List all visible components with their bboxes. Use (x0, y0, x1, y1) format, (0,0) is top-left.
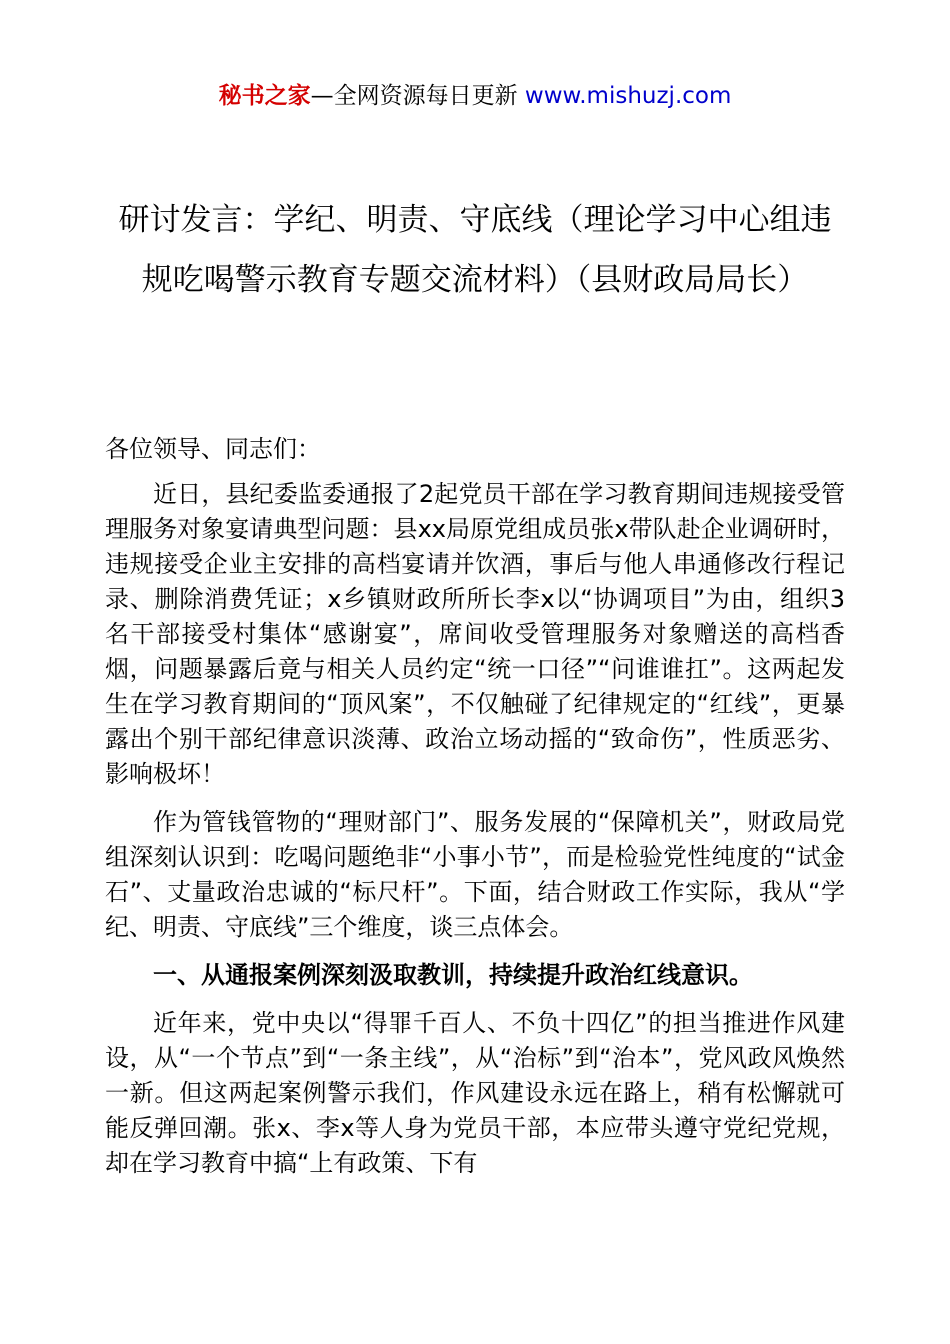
document-body (105, 432, 845, 1194)
site-header (0, 80, 950, 112)
section-heading: 一、从通报案例深刻汲取教训，持续提升政治红线意识。 (153, 961, 753, 989)
site-brand: 秘书之家 (218, 83, 311, 109)
site-url-link[interactable]: www.mishuzj.com (524, 83, 732, 109)
body-paragraph: 近日，县纪委监委通报了2起党员干部在学习教育期间违规接受管理服务对象宴请典型问题：县xx局原党组成员张x带队赴企业调研时，违规接受企业主安排的高档宴请并饮酒，事后与他人串通修改行程记录、删除消费凭证；x乡镇财政所所长李x以“协调项目”为由，组织3名干部接受村集体“感谢宴”，席间收受管理服务对象赠送的高档香烟，问题暴露后竟与相关人员约定“统一口径”“问谁谁扛”。这两起发生在学习教育期间的“顶风案”，不仅触碰了纪律规定的“红线”，更暴露出个别干部纪律意识淡薄、政治立场动摇的“致命伤”，性质恶劣、影响极坏！ (105, 480, 845, 788)
section-paragraph: 近年来，党中央以“得罪千百人、不负十四亿”的担当推进作风建设，从“一个节点”到“一条主线”，从“治标”到“治本”，党风政风焕然一新。但这两起案例警示我们，作风建设永远在路上，稍有松懈就可能反弹回潮。张x、李x等人身为党员干部，本应带头遵守党纪党规，却在学习教育中搞“上有政策、下有 (105, 1009, 845, 1177)
greeting: 各位领导、同志们： (105, 435, 321, 463)
body-paragraph: 作为管钱管物的“理财部门”、服务发展的“保障机关”，财政局党组深刻认识到：吃喝问题绝非“小事小节”，而是检验党性纯度的“试金石”、丈量政治忠诚的“标尺杆”。下面，结合财政工作实际，我从“学纪、明责、守底线”三个维度，谈三点体会。 (105, 808, 845, 941)
site-tagline: —全网资源每日更新 (310, 83, 525, 109)
document-title: 研讨发言：学纪、明责、守底线（理论学习中心组违规吃喝警示教育专题交流材料）（县财政局局长） (118, 202, 832, 298)
